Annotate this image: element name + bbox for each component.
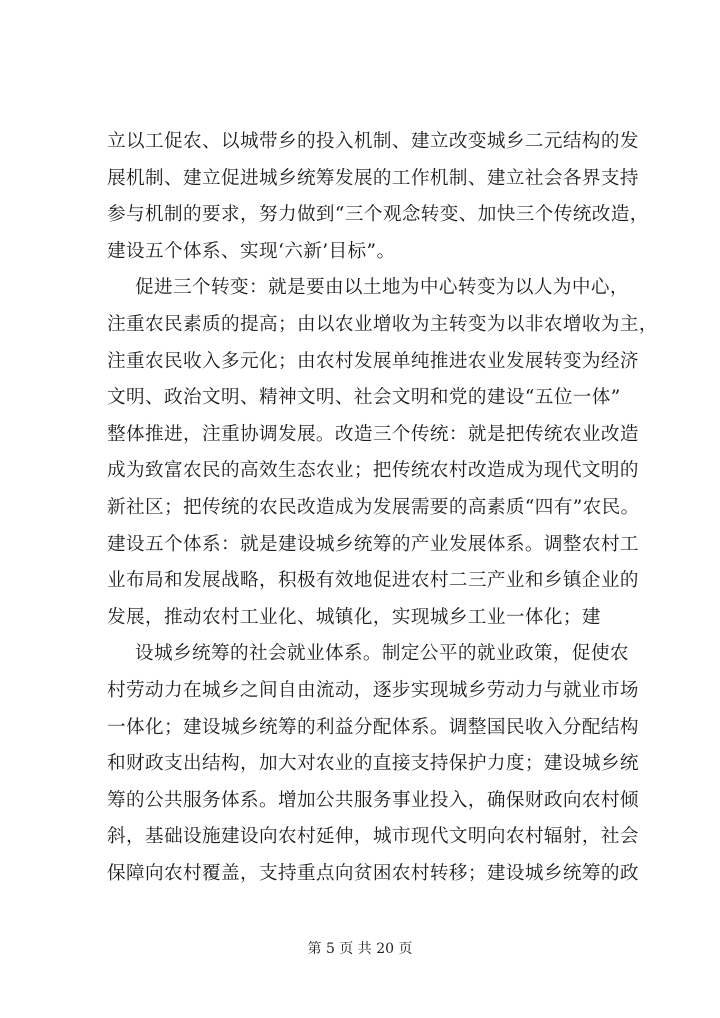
text-line: 筹的公共服务体系。增加公共服务事业投入，确保财政向农村倾 bbox=[107, 789, 639, 811]
text-line: 发展，推动农村工业化、城镇化，实现城乡工业一体化；建 bbox=[107, 606, 601, 628]
text-line: 整体推进，注重协调发展。改造三个传统：就是把传统农业改造 bbox=[107, 423, 639, 445]
text-line: 文明、政治文明、精神文明、社会文明和党的建设“五位一体” bbox=[107, 387, 621, 409]
text-line: 注重农民素质的提高；由以农业增收为主转变为以非农增收为主， bbox=[107, 313, 658, 335]
body-text bbox=[107, 124, 658, 892]
page-footer bbox=[0, 938, 720, 958]
paragraph-start-line: 促进三个转变：就是要由以土地为中心转变为以人为中心， bbox=[135, 277, 629, 299]
text-line: 立以工促农、以城带乡的投入机制、建立改变城乡二元结构的发 bbox=[107, 131, 639, 152]
page-number-label: 第 5 页 共 20 页 bbox=[307, 941, 413, 957]
text-line: 成为致富农民的高效生态农业；把传统农村改造成为现代文明的 bbox=[107, 460, 639, 482]
text-line: 一体化；建设城乡统筹的利益分配体系。调整国民收入分配结构 bbox=[107, 716, 639, 738]
text-line: 建设五个体系：就是建设城乡统筹的产业发展体系。调整农村工 bbox=[107, 533, 639, 555]
text-line: 建设五个体系、实现‘六新’目标”。 bbox=[107, 240, 396, 262]
text-line: 展机制、建立促进城乡统筹发展的工作机制、建立社会各界支持 bbox=[107, 167, 639, 189]
text-line: 村劳动力在城乡之间自由流动，逐步实现城乡劳动力与就业市场 bbox=[107, 679, 639, 701]
text-line: 斜，基础设施建设向农村延伸，城市现代文明向农村辐射，社会 bbox=[107, 826, 639, 848]
text-line: 保障向农村覆盖，支持重点向贫困农村转移；建设城乡统筹的政 bbox=[107, 862, 639, 884]
text-line: 新社区；把传统的农民改造成为发展需要的高素质“四有”农民。 bbox=[107, 496, 640, 518]
paragraph-start-line: 设城乡统筹的社会就业体系。制定公平的就业政策，促使农 bbox=[135, 643, 629, 665]
text-line: 注重农民收入多元化；由农村发展单纯推进农业发展转变为经济 bbox=[107, 350, 639, 372]
text-line: 参与机制的要求，努力做到“三个观念转变、加快三个传统改造， bbox=[107, 204, 649, 226]
text-line: 和财政支出结构，加大对农业的直接支持保护力度；建设城乡统 bbox=[107, 753, 639, 775]
text-line: 业布局和发展战略，积极有效地促进农村二三产业和乡镇企业的 bbox=[107, 570, 639, 592]
